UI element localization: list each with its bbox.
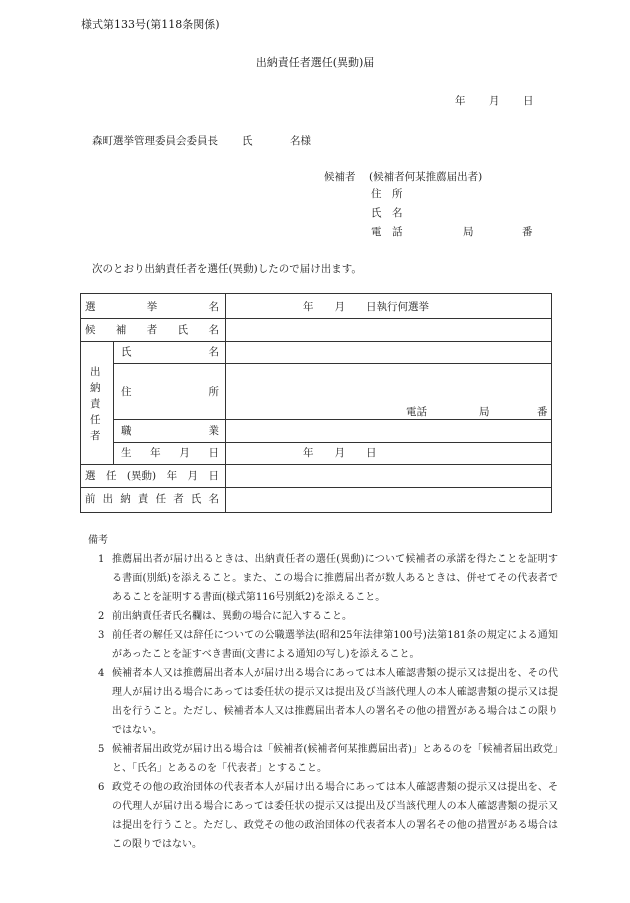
candidate-label: 候補者	[324, 171, 356, 183]
treasurer-birthdate-label: 生 年 月 日	[121, 447, 219, 459]
addressee-name-sama: 名様	[290, 135, 311, 147]
treasurer-phone-kyoku: 局	[479, 406, 490, 418]
treasurer-address-label: 住 所	[121, 386, 219, 398]
note-item: 6 政党その他の政治団体の代表者本人が届け出る場合にあっては本人確認書類の提示又は提出を、その代理人が届け出る場合にあっては委任状の提示又は提出及び当該代理人の本人確認書類の提示又は提出を行うこと。ただし、政党その他の政治団体の代表者本人の署名その他の措置がある場合はこの限りではない。	[98, 782, 558, 850]
candidate-phone-kyoku: 局	[463, 226, 474, 238]
note-item: 5 候補者届出政党が届け出る場合は「候補者(候補者何某推薦届出者)」とあるのを「候補者届出政党」と、「氏名」とあるのを「代表者」とすること。	[98, 744, 558, 774]
treasurer-occupation-label: 職 業	[121, 425, 219, 437]
addressee-org: 森町選挙管理委員会委員長	[92, 135, 218, 147]
notes-heading: 備考	[88, 535, 108, 546]
note-item: 3 前任者の解任又は辞任についての公職選挙法(昭和25年法律第100号)法第181条の規定による通知があったことを証すべき書面(文書による通知の写し)を添えること。	[98, 630, 558, 660]
election-value: 年 月 日執行何選挙	[303, 301, 429, 313]
addressee-surname: 氏	[242, 135, 253, 147]
note-item: 2 前出納責任者氏名欄は、異動の場合に記入すること。	[98, 611, 352, 622]
prev-treasurer-label: 前 出 納 責 任 者 氏 名	[85, 493, 219, 505]
treasurer-group-label: 出 納 責 任 者	[90, 366, 101, 442]
candidate-phone-label: 電 話	[371, 226, 403, 238]
treasurer-name-label: 氏 名	[121, 346, 219, 358]
election-label: 選 挙 名	[85, 301, 219, 313]
date-day-label: 日	[523, 95, 534, 107]
candidate-name-label: 候 補 者 氏 名	[85, 324, 219, 336]
document-title: 出納責任者選任(異動)届	[255, 56, 375, 69]
candidate-phone-ban: 番	[522, 226, 533, 238]
appoint-date-label: 選 任 (異動) 年 月 日	[85, 470, 219, 482]
note-item: 4 候補者本人又は推薦届出者本人が届け出る場合にあっては本人確認書類の提示又は提出を、その代理人が届け出る場合にあっては委任状の提示又は提出及び当該代理人の本人確認書類の提示又は提出を行うこと。ただし、候補者本人又は推薦届出者本人の署名その他の措置がある場合はこの限りではない。	[98, 668, 558, 736]
candidate-name-label: 氏 名	[371, 207, 403, 219]
treasurer-phone-label: 電話	[406, 406, 427, 418]
date-year-label: 年	[455, 95, 466, 107]
notes-section	[88, 531, 558, 854]
treasurer-birthdate-value: 年 月 日	[303, 447, 377, 459]
form-number: 様式第133号(第118条関係)	[81, 18, 220, 31]
candidate-address-label: 住 所	[371, 188, 403, 200]
treasurer-form-table	[80, 293, 552, 513]
note-item: 1 推薦届出者が届け出るときは、出納責任者の選任(異動)について候補者の承諾を得たことを証明する書面(別紙)を添えること。また、この場合に推薦届出者が数人あるときは、併せてその代表者であることを証明する書面(様式第116号別紙2)を添えること。	[98, 554, 558, 603]
treasurer-phone-ban: 番	[537, 406, 548, 418]
intro-text: 次のとおり出納責任者を選任(異動)したので届け出ます。	[92, 263, 362, 275]
candidate-note: (候補者何某推薦届出者)	[369, 171, 483, 183]
date-month-label: 月	[489, 95, 500, 107]
